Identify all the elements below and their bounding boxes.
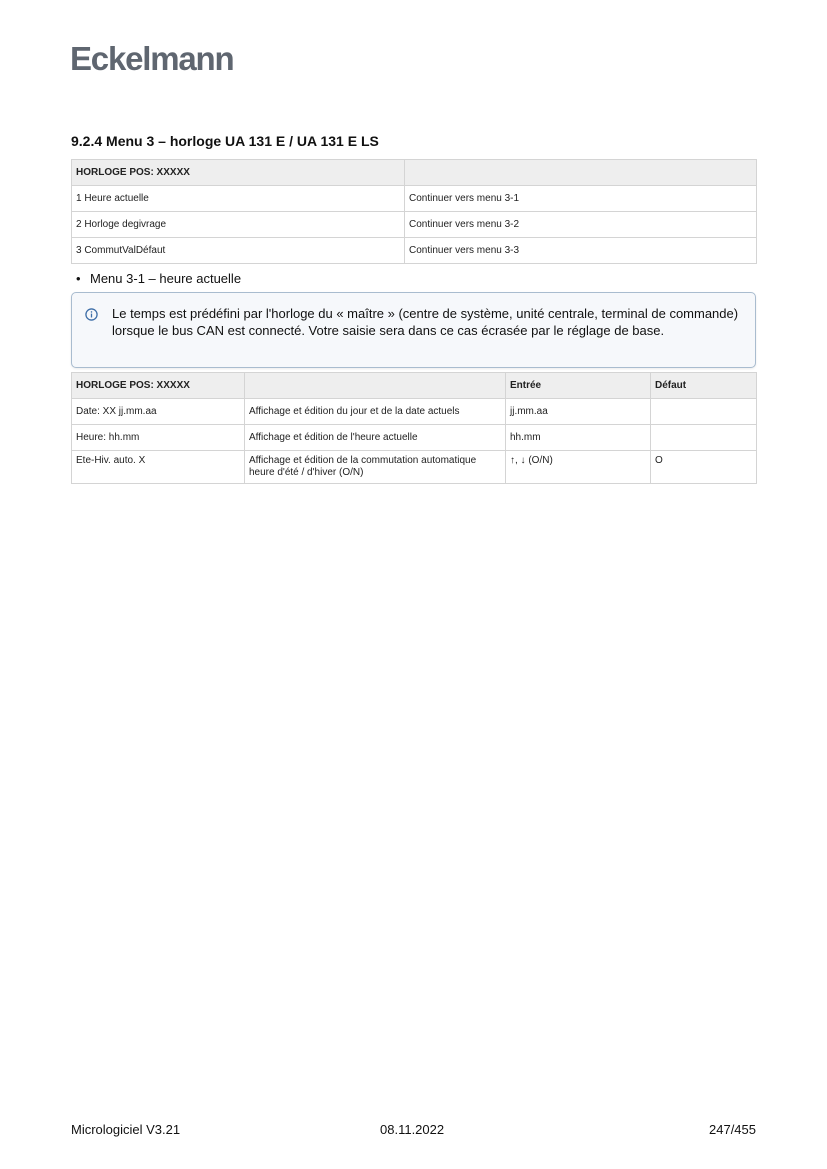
footer-page-number: 247/455 (709, 1122, 756, 1137)
table-cell: Affichage et édition de l'heure actuelle (245, 425, 506, 451)
table-row (72, 186, 757, 212)
table-header-cell (405, 160, 757, 186)
table-cell: Continuer vers menu 3-1 (405, 186, 757, 212)
table-cell: Ete-Hiv. auto. X (72, 451, 245, 484)
table-row (72, 212, 757, 238)
table-cell: 1 Heure actuelle (72, 186, 405, 212)
note-text: Le temps est prédéfini par l'horloge du « maître » (centre de système, unité centrale, terminal de commande) lorsque le bus CAN est connecté. Votre saisie sera dans ce cas écrasée par le réglage de base. (112, 306, 739, 338)
table-row (72, 399, 757, 425)
table-cell: Heure: hh.mm (72, 425, 245, 451)
table-cell: Date: XX jj.mm.aa (72, 399, 245, 425)
bullet-dot: • (76, 271, 81, 286)
table-cell: Continuer vers menu 3-2 (405, 212, 757, 238)
menu3-1-table (71, 372, 757, 484)
menu3-table (71, 159, 757, 264)
footer-date: 08.11.2022 (380, 1122, 445, 1137)
table-header-row (72, 373, 757, 399)
table-cell: Affichage et édition du jour et de la date actuels (245, 399, 506, 425)
table-cell: jj.mm.aa (506, 399, 651, 425)
table-row (72, 238, 757, 264)
table-header-cell: HORLOGE POS: XXXXX (72, 373, 245, 399)
table-cell: Continuer vers menu 3-3 (405, 238, 757, 264)
table-cell: O (651, 451, 757, 484)
section-title: 9.2.4 Menu 3 – horloge UA 131 E / UA 131 E LS (71, 133, 379, 149)
bullet-item (76, 271, 241, 286)
table-cell: Affichage et édition de la commutation automatique heure d'été / d'hiver (O/N) (245, 451, 506, 484)
table-cell: 3 CommutValDéfaut (72, 238, 405, 264)
table-header-row (72, 160, 757, 186)
table-header-cell: Entrée (506, 373, 651, 399)
table-cell: 2 Horloge degivrage (72, 212, 405, 238)
table-row (72, 425, 757, 451)
table-cell (651, 399, 757, 425)
table-header-cell: Défaut (651, 373, 757, 399)
table-header-cell (245, 373, 506, 399)
info-note (71, 292, 756, 368)
table-cell: hh.mm (506, 425, 651, 451)
info-icon (85, 308, 98, 321)
table-cell: ↑, ↓ (O/N) (506, 451, 651, 484)
company-logo: Eckelmann (70, 40, 234, 77)
table-header-cell: HORLOGE POS: XXXXX (72, 160, 405, 186)
table-row (72, 451, 757, 484)
table-cell (651, 425, 757, 451)
bullet-text: Menu 3-1 – heure actuelle (90, 271, 242, 286)
footer-firmware-version: Micrologiciel V3.21 (71, 1122, 181, 1137)
